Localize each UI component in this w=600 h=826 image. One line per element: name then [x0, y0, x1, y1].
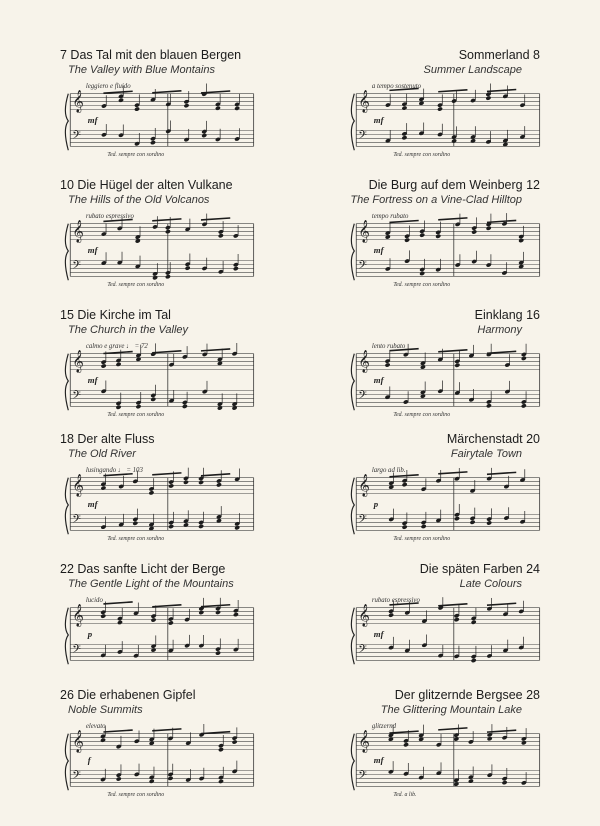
note-beam: [201, 605, 230, 607]
note-head: [233, 612, 239, 617]
bass-clef-icon: 𝄢: [358, 128, 367, 144]
dynamic-marking: mf: [373, 628, 384, 639]
piece-subtitle: Harmony: [477, 324, 522, 336]
note-beam: [389, 731, 418, 733]
staff-brace: [65, 94, 68, 151]
bass-clef-icon: 𝄢: [72, 642, 81, 658]
treble-clef-icon: 𝄞: [72, 731, 84, 753]
note-beam: [389, 221, 418, 223]
score-excerpt: [60, 464, 260, 544]
score-excerpt: [60, 210, 260, 290]
note-head: [437, 106, 443, 111]
dynamic-marking: mf: [373, 754, 384, 765]
note-beam: [438, 90, 467, 92]
note-beam: [487, 730, 516, 732]
note-head: [116, 405, 122, 410]
piece-subtitle: Late Colours: [459, 578, 522, 590]
treble-clef-icon: 𝄞: [358, 731, 370, 753]
tempo-marking: calmo e grave ♩ = 72: [85, 342, 148, 350]
note-head: [165, 274, 171, 279]
note-head: [468, 778, 474, 783]
staff-brace: [351, 478, 354, 535]
note-head: [149, 779, 155, 784]
note-beam: [152, 219, 181, 221]
tempo-marking: leggiero e fluido: [85, 82, 131, 90]
note-head: [183, 522, 189, 527]
score-excerpt: [346, 720, 546, 800]
piece-entry: [300, 432, 540, 542]
dynamic-marking: mf: [87, 374, 98, 385]
note-beam: [152, 91, 181, 93]
bass-clef-icon: 𝄢: [72, 512, 81, 528]
note-head: [168, 524, 174, 529]
piece-title: Der glitzernde Bergsee 28: [394, 688, 540, 702]
note-head: [521, 356, 527, 361]
score-excerpt: [60, 594, 260, 674]
note-head: [401, 135, 407, 140]
note-beam: [152, 729, 181, 731]
bass-clef-icon: 𝄢: [358, 388, 367, 404]
note-head: [419, 271, 425, 276]
tempo-marking: lento rubato: [371, 342, 406, 350]
piece-entry: [300, 688, 540, 798]
piece-entry: [60, 432, 300, 542]
dynamic-marking: p: [373, 498, 379, 509]
piece-entry: [300, 48, 540, 158]
piece-subtitle: The Valley with Blue Montains: [68, 64, 215, 76]
dynamic-marking: mf: [373, 244, 384, 255]
note-beam: [201, 349, 230, 351]
staff-brace: [65, 608, 68, 665]
pedal-marking: Ted. sempre con sordino: [107, 412, 165, 419]
piece-subtitle: The Church in the Valley: [68, 324, 189, 336]
staff-brace: [65, 354, 68, 411]
dynamic-marking: mf: [87, 244, 98, 255]
piece-entry: [300, 562, 540, 672]
note-head: [471, 620, 477, 625]
note-head: [215, 650, 221, 655]
note-head: [132, 521, 138, 526]
note-head: [215, 106, 221, 111]
bass-clef-icon: 𝄢: [72, 258, 81, 274]
note-head: [421, 524, 427, 529]
note-head: [201, 133, 207, 138]
note-head: [232, 739, 238, 744]
note-beam: [201, 218, 230, 220]
note-head: [403, 742, 409, 747]
note-head: [487, 736, 493, 741]
piece-subtitle: The Fortress on a Vine-Clad Hilltop: [350, 194, 522, 206]
bass-clef-icon: 𝄢: [72, 768, 81, 784]
piece-title: 15 Die Kirche im Tal: [60, 308, 171, 322]
note-head: [183, 480, 189, 485]
pedal-marking: Ted. sempre con sordino: [393, 152, 451, 159]
note-beam: [103, 474, 132, 476]
note-head: [150, 397, 156, 402]
bass-clef-icon: 𝄢: [358, 642, 367, 658]
piece-entry: [60, 178, 300, 288]
dynamic-marking: mf: [373, 374, 384, 385]
tempo-marking: tempo rubato: [371, 212, 409, 220]
note-beam: [201, 474, 230, 476]
piece-subtitle: Noble Summits: [68, 704, 143, 716]
note-head: [402, 525, 408, 530]
note-beam: [103, 91, 132, 93]
pedal-marking: Ted. sempre con sordino: [107, 152, 165, 159]
note-head: [185, 266, 191, 271]
piece-entry: [300, 178, 540, 288]
score-excerpt: [346, 594, 546, 674]
treble-clef-icon: 𝄞: [72, 475, 84, 497]
note-head: [183, 103, 189, 108]
note-head: [150, 140, 156, 145]
tempo-marking: lucido: [85, 596, 103, 604]
note-head: [451, 138, 457, 143]
tempo-marking: lusingando ♩ = 103: [85, 466, 143, 474]
note-head: [454, 516, 460, 521]
note-head: [100, 614, 106, 619]
staff-brace: [65, 734, 68, 791]
note-head: [385, 362, 391, 367]
note-head: [486, 226, 492, 231]
piece-entry: [60, 48, 300, 158]
staff-brace: [351, 734, 354, 791]
note-head: [165, 229, 171, 234]
note-head: [198, 610, 204, 615]
note-head: [233, 266, 239, 271]
piece-subtitle: The Old River: [68, 448, 136, 460]
score-excerpt: [346, 210, 546, 290]
piece-subtitle: The Gentle Light of the Mountains: [68, 578, 234, 590]
note-head: [218, 779, 224, 784]
note-head: [521, 403, 527, 408]
note-head: [218, 747, 224, 752]
dynamic-marking: mf: [87, 498, 98, 509]
note-head: [453, 736, 459, 741]
bass-clef-icon: 𝄢: [72, 128, 81, 144]
pedal-marking: Ted. sempre con sordino: [107, 536, 165, 543]
piece-subtitle: The Glittering Mountain Lake: [380, 704, 522, 716]
staff-brace: [351, 224, 354, 281]
score-excerpt: [60, 340, 260, 420]
staff-brace: [65, 478, 68, 535]
note-head: [168, 483, 174, 488]
treble-clef-icon: 𝄞: [72, 351, 84, 373]
note-beam: [103, 602, 132, 604]
note-beam: [103, 352, 132, 354]
note-head: [116, 776, 122, 781]
staff-brace: [351, 354, 354, 411]
piece-title: 7 Das Tal mit den blauen Bergen: [60, 48, 242, 62]
staff-brace: [351, 608, 354, 665]
note-beam: [438, 728, 467, 730]
pedal-marking: Ted. a lib.: [393, 792, 417, 799]
note-beam: [438, 472, 467, 474]
note-head: [182, 404, 188, 409]
note-head: [100, 485, 106, 490]
bass-clef-icon: 𝄢: [72, 388, 81, 404]
score-excerpt: [346, 340, 546, 420]
note-head: [454, 617, 460, 622]
piece-title: Die späten Farben 24: [419, 562, 540, 576]
pedal-marking: Ted. sempre con sordino: [393, 282, 451, 289]
note-head: [152, 275, 158, 280]
tempo-marking: elevato: [85, 722, 106, 730]
note-head: [168, 620, 174, 625]
note-head: [402, 482, 408, 487]
piece-entry: [300, 308, 540, 418]
pedal-marking: Ted. sempre con sordino: [393, 536, 451, 543]
pedal-marking: Ted. sempre con sordino: [107, 792, 165, 799]
note-beam: [438, 218, 467, 220]
bass-clef-icon: 𝄢: [358, 768, 367, 784]
treble-clef-icon: 𝄞: [358, 351, 370, 373]
piece-subtitle: The Hills of the Old Volcanos: [68, 194, 210, 206]
note-head: [454, 363, 460, 368]
pedal-marking: Ted. sempre con sordino: [107, 282, 165, 289]
note-beam: [152, 605, 181, 607]
piece-subtitle: Fairytale Town: [450, 448, 522, 460]
note-head: [215, 610, 221, 615]
treble-clef-icon: 𝄞: [72, 605, 84, 627]
note-head: [486, 403, 492, 408]
note-head: [435, 234, 441, 239]
staff-brace: [351, 94, 354, 151]
piece-title: Die Burg auf dem Weinberg 12: [368, 178, 540, 192]
note-beam: [201, 732, 230, 734]
note-head: [471, 658, 477, 663]
note-head: [485, 96, 491, 101]
dynamic-marking: p: [87, 628, 93, 639]
note-head: [234, 106, 240, 111]
tempo-marking: glitzernd: [371, 722, 397, 730]
note-head: [198, 524, 204, 529]
note-beam: [152, 351, 181, 353]
note-head: [116, 362, 122, 367]
piece-entry: [60, 308, 300, 418]
note-head: [151, 617, 157, 622]
dynamic-marking: f: [87, 754, 91, 765]
treble-clef-icon: 𝄞: [358, 475, 370, 497]
note-beam: [487, 89, 516, 91]
tempo-marking: rubato espressivo: [85, 212, 134, 220]
note-beam: [487, 220, 516, 222]
tempo-marking: rubato espressivo: [371, 596, 420, 604]
note-head: [167, 776, 173, 781]
treble-clef-icon: 𝄞: [358, 221, 370, 243]
note-head: [151, 647, 157, 652]
note-head: [420, 394, 426, 399]
piece-title: Märchenstadt 20: [446, 432, 540, 446]
note-head: [521, 740, 527, 745]
piece-title: 10 Die Hügel der alten Vulkane: [60, 178, 233, 192]
treble-clef-icon: 𝄞: [72, 91, 84, 113]
note-head: [117, 620, 123, 625]
piece-title: Sommerland 8: [458, 48, 540, 62]
note-head: [148, 490, 154, 495]
note-head: [218, 233, 224, 238]
piece-title: 26 Die erhabenen Gipfel: [60, 688, 196, 702]
note-head: [100, 738, 106, 743]
treble-clef-icon: 𝄞: [358, 605, 370, 627]
note-head: [135, 404, 141, 409]
score-excerpt: [346, 80, 546, 160]
note-head: [118, 98, 124, 103]
note-head: [486, 520, 492, 525]
piece-title: Einklang 16: [474, 308, 540, 322]
note-beam: [201, 91, 230, 93]
score-excerpt: [60, 720, 260, 800]
bass-clef-icon: 𝄢: [358, 258, 367, 274]
note-head: [502, 780, 508, 785]
score-excerpt: [346, 464, 546, 544]
note-head: [198, 480, 204, 485]
note-head: [470, 520, 476, 525]
note-head: [134, 106, 140, 111]
note-head: [388, 613, 394, 618]
score-excerpt: [60, 80, 260, 160]
dynamic-marking: mf: [373, 114, 384, 125]
treble-clef-icon: 𝄞: [72, 221, 84, 243]
note-head: [518, 238, 524, 243]
note-head: [234, 525, 240, 530]
treble-clef-icon: 𝄞: [358, 91, 370, 113]
note-head: [419, 233, 425, 238]
piece-title: 18 Der alte Fluss: [60, 432, 155, 446]
note-beam: [103, 730, 132, 732]
tempo-marking: largo ad lib.: [371, 466, 406, 474]
staff-brace: [65, 224, 68, 281]
note-head: [216, 482, 222, 487]
note-head: [401, 105, 407, 110]
piece-subtitle: Summer Landscape: [423, 64, 522, 76]
note-head: [404, 238, 410, 243]
dynamic-marking: mf: [87, 114, 98, 125]
bass-clef-icon: 𝄢: [358, 512, 367, 528]
note-head: [101, 363, 107, 368]
piece-entry: [60, 562, 300, 672]
note-beam: [152, 473, 181, 475]
pedal-marking: Ted. sempre con sordino: [393, 412, 451, 419]
note-head: [471, 229, 477, 234]
piece-title: 22 Das sanfte Licht der Berge: [60, 562, 226, 576]
tempo-marking: a tempo sostenuto: [371, 82, 422, 90]
piece-entry: [60, 688, 300, 798]
